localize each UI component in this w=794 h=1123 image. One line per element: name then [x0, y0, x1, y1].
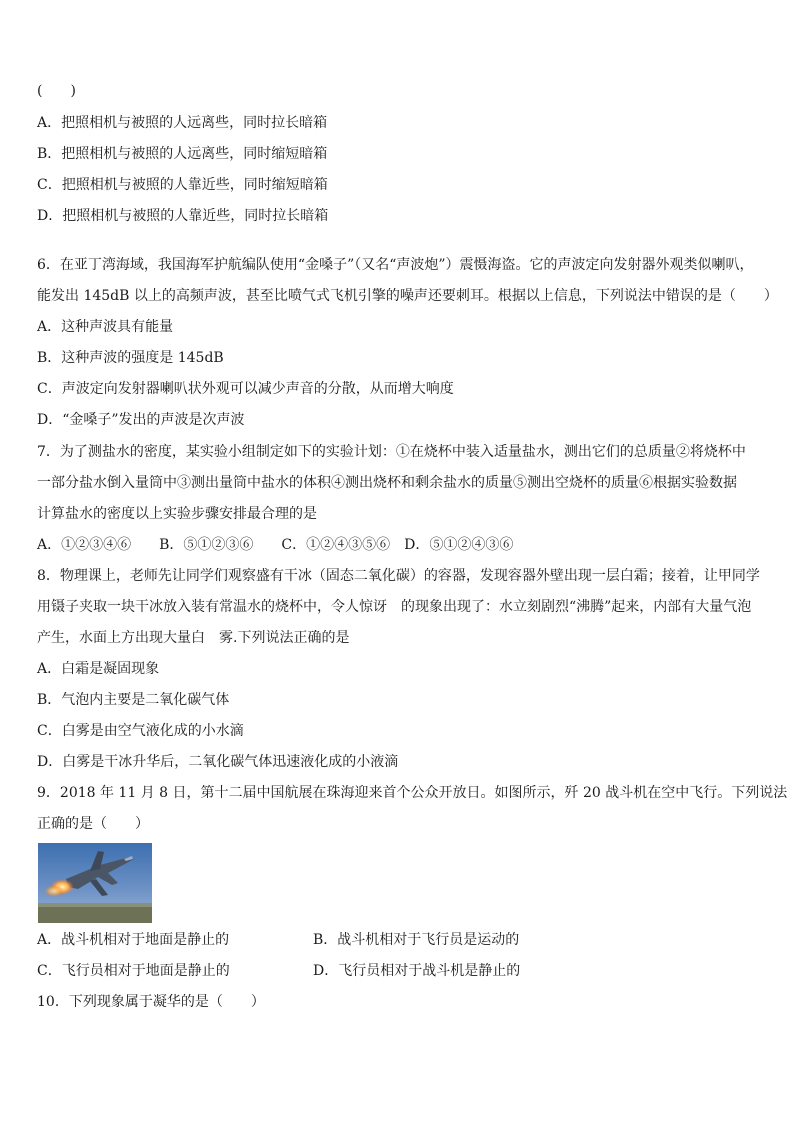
q9-stem-line-2: 正确的是（ ） [37, 816, 149, 832]
q10-stem: 10．下列现象属于凝华的是（ ） [37, 994, 265, 1010]
q8-option-b: B．气泡内主要是二氧化碳气体 [37, 692, 230, 708]
q5-option-c: C．把照相机与被照的人靠近些，同时缩短暗箱 [37, 177, 328, 193]
q6-stem-line-2: 能发出 145dB 以上的高频声波，甚至比喷气式飞机引擎的噪声还要刺耳。根据以上信息，下列说法中错误的是（ ） [37, 288, 778, 304]
q9-option-c: C．飞行员相对于地面是静止的 [37, 963, 230, 979]
q7-stem-line-1: 7．为了测盐水的密度，某实验小组制定如下的实验计划：①在烧杯中装入适量盐水，测出它们的总质量②将烧杯中 [37, 444, 746, 460]
q8-stem-line-3: 产生，水面上方出现大量白 雾.下列说法正确的是 [37, 630, 350, 646]
q5-option-b: B．把照相机与被照的人远离些，同时缩短暗箱 [37, 146, 328, 162]
q8-stem-line-2: 用镊子夹取一块干冰放入装有常温水的烧杯中，令人惊讶 的现象出现了：水立刻剧烈“沸腾”起来，内部有大量气泡 [37, 599, 752, 615]
q6-option-b: B．这种声波的强度是 145dB [37, 350, 224, 366]
q8-option-d: D．白雾是干冰升华后，二氧化碳气体迅速液化成的小液滴 [37, 754, 399, 770]
q5-option-d: D．把照相机与被照的人靠近些，同时拉长暗箱 [37, 208, 329, 224]
q6-stem-line-1: 6．在亚丁湾海域，我国海军护航编队使用“金嗓子”（又名“声波炮”）震慑海盗。它的声波定向发射器外观类似喇叭， [37, 257, 754, 273]
q8-option-c: C．白雾是由空气液化成的小水滴 [37, 723, 244, 739]
q5-option-a: A．把照相机与被照的人远离些，同时拉长暗箱 [37, 115, 328, 131]
q6-option-a: A．这种声波具有能量 [37, 319, 174, 335]
q6-option-d: D．“金嗓子”发出的声波是次声波 [37, 412, 245, 428]
q6-option-c: C．声波定向发射器喇叭状外观可以减少声音的分散，从而增大响度 [37, 381, 454, 397]
q8-option-a: A．白霜是凝固现象 [37, 661, 160, 677]
q7-stem-line-3: 计算盐水的密度以上实验步骤安排最合理的是 [37, 506, 317, 522]
q9-option-d: D．飞行员相对于战斗机是静止的 [313, 963, 521, 979]
q9-option-a: A．战斗机相对于地面是静止的 [37, 932, 230, 948]
q7-stem-line-2: 一部分盐水倒入量筒中③测出量筒中盐水的体积④测出烧杯和剩余盐水的质量⑤测出空烧杯的质量⑥根据实验数据 [37, 475, 737, 491]
q9-option-b: B．战斗机相对于飞行员是运动的 [313, 932, 520, 948]
q8-stem-line-1: 8．物理课上，老师先让同学们观察盛有干冰（固态二氧化碳）的容器，发现容器外壁出现一层白霜；接着，让甲同学 [37, 568, 760, 584]
fighter-jet-photo [38, 843, 152, 923]
q7-options: A．①②③④⑥ B．⑤①②③⑥ C．①②④③⑤⑥ D．⑤①②④③⑥ [37, 537, 514, 553]
q5-answer-brackets: ( ) [37, 83, 76, 99]
q9-stem-line-1: 9．2018 年 11 月 8 日，第十二届中国航展在珠海迎来首个公众开放日。如图所示，歼 20 战斗机在空中飞行。下列说法 [37, 785, 788, 801]
